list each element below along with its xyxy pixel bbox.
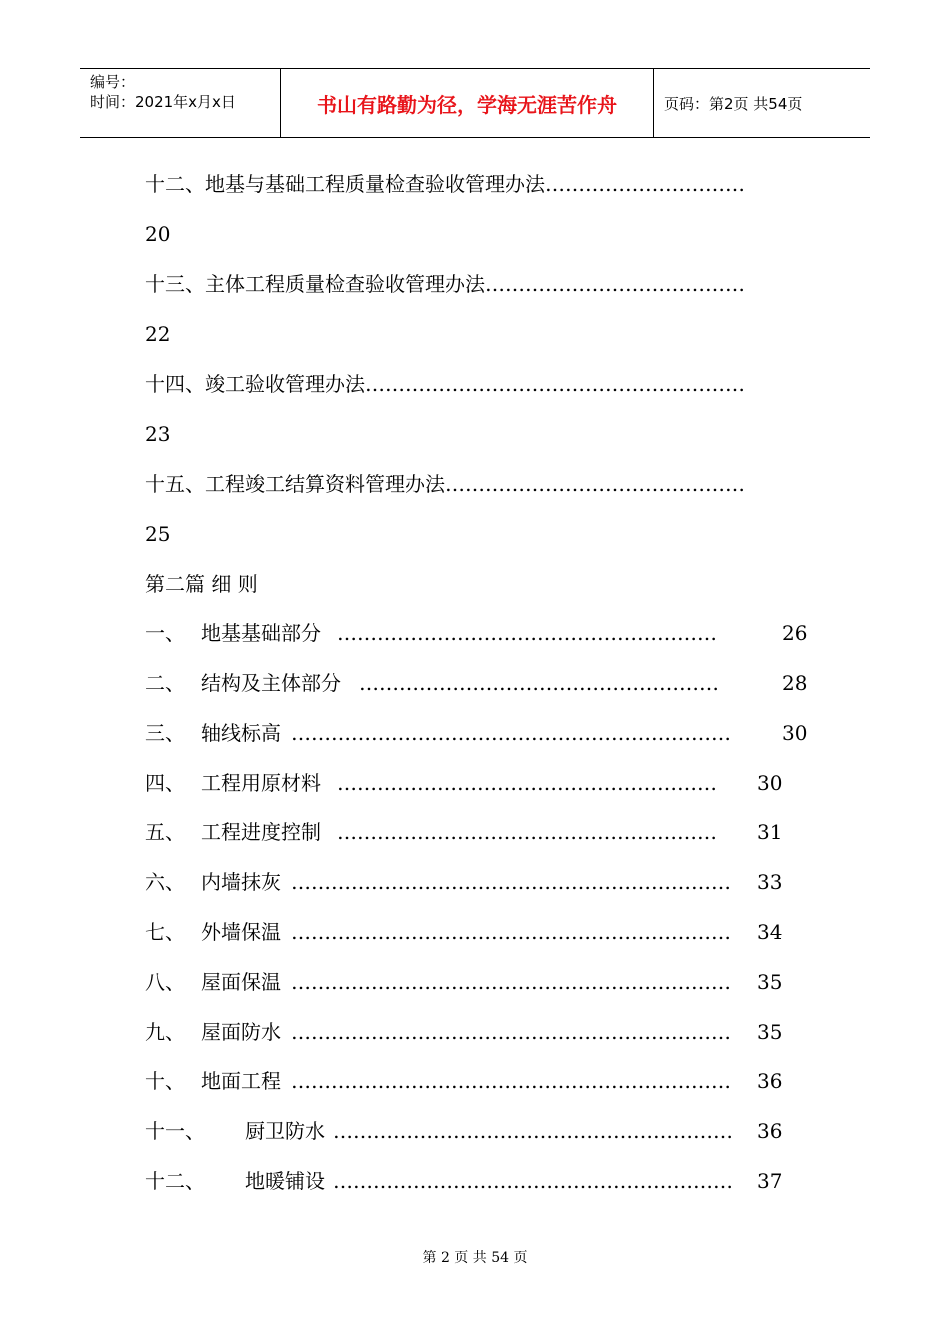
toc-entry: 五、 工程进度控制 ………………………………………………… 31: [145, 820, 783, 844]
toc-entry: 十一、 厨卫防水 …………………………………………………… 36: [145, 1119, 783, 1143]
toc-entry-title: 十四、竣工验收管理办法…………………………………………………: [145, 372, 745, 396]
toc-entry-title: 十二、地基与基础工程质量检查验收管理办法…………………………: [145, 172, 745, 196]
toc-entry: 六、 内墙抹灰 ………………………………………………………… 33: [145, 870, 783, 894]
toc-entry-page: 20: [145, 222, 171, 246]
toc-entry: 三、 轴线标高 ………………………………………………………… 30: [145, 721, 808, 745]
header-meta: [80, 69, 281, 137]
toc-entry: 四、 工程用原材料 ………………………………………………… 30: [145, 771, 783, 795]
toc-entry: 二、 结构及主体部分 ……………………………………………… 28: [145, 671, 808, 695]
header-page-info: 页码：第2页 共54页: [664, 94, 803, 113]
time-label: 时间：2021年x月x日: [90, 93, 236, 111]
toc-entry: 十、 地面工程 ………………………………………………………… 36: [145, 1069, 783, 1093]
toc-entry-title: 十三、主体工程质量检查验收管理办法…………………………………: [145, 272, 745, 296]
toc-entry: 七、 外墙保温 ………………………………………………………… 34: [145, 920, 783, 944]
page-footer: 第 2 页 共 54 页: [422, 1250, 528, 1266]
section-title: 第二篇 细 则: [145, 572, 258, 596]
page-header: [80, 68, 870, 138]
toc-entry: 九、 屋面防水 ………………………………………………………… 35: [145, 1020, 783, 1044]
header-motto: 书山有路勤为径，学海无涯苦作舟: [281, 69, 654, 137]
toc-entry-title: 十五、工程竣工结算资料管理办法………………………………………: [145, 472, 745, 496]
toc-entry-page: 22: [145, 322, 171, 346]
number-label: 编号：: [90, 73, 136, 91]
toc-entry-page: 25: [145, 522, 171, 546]
toc-entry: 十二、 地暖铺设 …………………………………………………… 37: [145, 1169, 783, 1193]
toc-entry: 八、 屋面保温 ………………………………………………………… 35: [145, 970, 783, 994]
toc-entry: 一、 地基基础部分 ………………………………………………… 26: [145, 621, 808, 645]
toc-entry-page: 23: [145, 422, 171, 446]
